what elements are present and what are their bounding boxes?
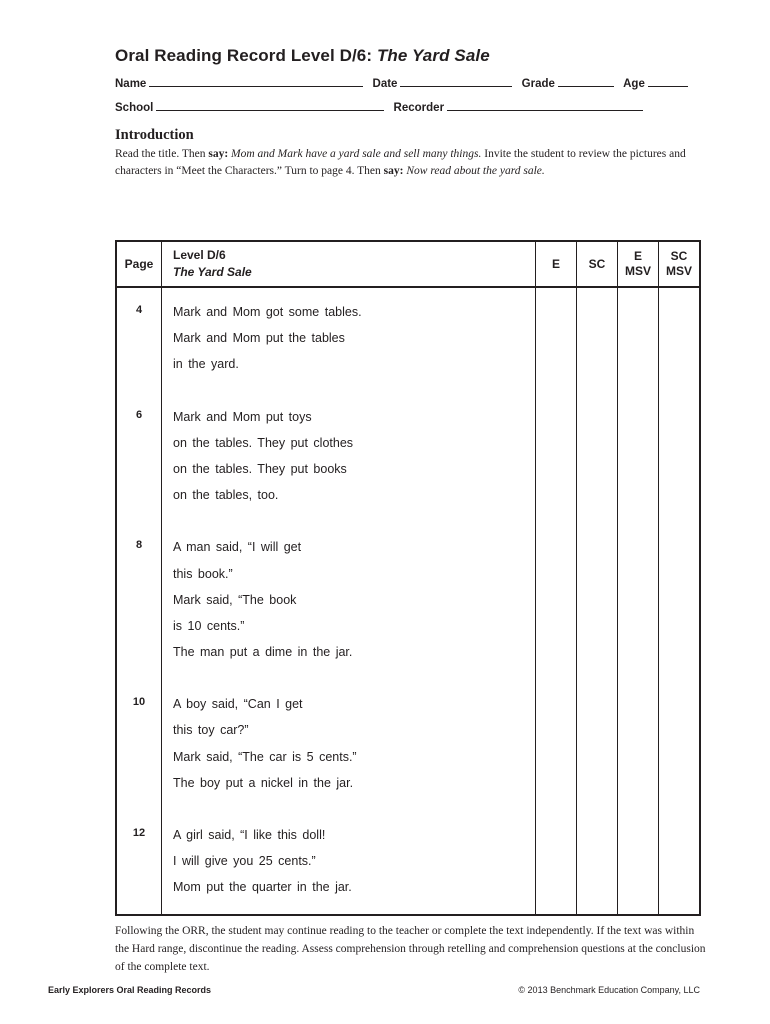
- e-msv-cell[interactable]: [618, 287, 659, 407]
- table-row: [116, 694, 700, 825]
- school-label: School: [115, 102, 154, 114]
- passage-line: in the yard.: [173, 357, 239, 372]
- following-instructions: Following the ORR, the student may continue reading to the teacher or complete the text independently. If the text was within the Hard range, discontinue the reading. Assess comprehension through retelling and comprehension questions at the conclusion of the complete text.: [115, 925, 706, 973]
- passage-line: A girl said, “I like this doll!: [173, 828, 326, 842]
- e-msv-bottom: MSV: [624, 264, 651, 278]
- school-field[interactable]: [156, 100, 384, 111]
- intro-quote-1: Mom and Mark have a yard sale and sell many things.: [228, 148, 482, 160]
- sc-msv-cell[interactable]: [659, 825, 701, 915]
- errors-cell[interactable]: [536, 825, 577, 915]
- sc-msv-cell[interactable]: [659, 287, 701, 407]
- passage-line: is 10 cents.”: [173, 618, 245, 633]
- sc-msv-column-header: [659, 241, 701, 287]
- page-title: [115, 46, 490, 66]
- page-number-cell: 10: [116, 694, 162, 825]
- introduction-heading: Introduction: [115, 127, 194, 143]
- level-label: Level D/6: [173, 248, 226, 262]
- sc-msv-cell[interactable]: [659, 694, 701, 825]
- self-corrections-cell[interactable]: [577, 287, 618, 407]
- grade-field[interactable]: [558, 76, 614, 87]
- e-msv-top: E: [633, 249, 642, 263]
- text-column-header: [162, 241, 536, 287]
- title-prefix: Oral Reading Record Level D/6:: [115, 46, 377, 65]
- table-row: [116, 537, 700, 694]
- page-number-cell: 6: [116, 407, 162, 538]
- intro-say-2: say:: [383, 165, 404, 177]
- e-msv-cell[interactable]: [618, 825, 659, 915]
- sc-msv-bottom: MSV: [665, 264, 692, 278]
- page-number-cell: 12: [116, 825, 162, 915]
- intro-say-1: say:: [208, 148, 229, 160]
- intro-part-2: Invite the student to review the pictures and characters in “Meet the Characters.” Turn to page 4. Then: [115, 148, 686, 177]
- passage-line: The man put a dime in the jar.: [173, 645, 353, 660]
- errors-cell[interactable]: [536, 694, 577, 825]
- passage-text-cell: [162, 407, 536, 538]
- age-label: Age: [623, 78, 645, 90]
- e-msv-cell[interactable]: [618, 407, 659, 538]
- sc-msv-cell[interactable]: [659, 537, 701, 694]
- intro-part-1: Read the title. Then: [115, 148, 209, 160]
- passage-line: A boy said, “Can I get: [173, 697, 303, 712]
- errors-cell[interactable]: [536, 287, 577, 407]
- recorder-field[interactable]: [447, 100, 643, 111]
- self-corrections-cell[interactable]: [577, 825, 618, 915]
- e-msv-cell[interactable]: [618, 694, 659, 825]
- table-header-row: [116, 241, 700, 287]
- passage-line: on the tables, too.: [173, 488, 279, 503]
- e-msv-cell[interactable]: [618, 537, 659, 694]
- table-body: [116, 287, 700, 915]
- passage-text-cell: [162, 694, 536, 825]
- passage-text-cell: [162, 537, 536, 694]
- self-corrections-column-header: SC: [577, 241, 618, 287]
- date-label: Date: [372, 78, 398, 90]
- recorder-label: Recorder: [393, 102, 445, 114]
- page-column-header: Page: [116, 241, 162, 287]
- table-row: [116, 825, 700, 915]
- table-row: [116, 287, 700, 407]
- passage-line: Mark and Mom put the tables: [173, 331, 345, 346]
- name-label: Name: [115, 78, 147, 90]
- passage-line: Mark said, “The car is 5 cents.”: [173, 749, 357, 764]
- passage-text-cell: [162, 287, 536, 407]
- self-corrections-cell[interactable]: [577, 407, 618, 538]
- student-info-row: [115, 76, 694, 90]
- errors-cell[interactable]: [536, 537, 577, 694]
- passage-line: this book.”: [173, 566, 233, 581]
- footer-series-name: Early Explorers Oral Reading Records: [48, 985, 212, 995]
- passage-line: Mark and Mom put toys: [173, 409, 312, 424]
- self-corrections-cell[interactable]: [577, 537, 618, 694]
- passage-line: on the tables. They put clothes: [173, 435, 354, 450]
- page-number-cell: 4: [116, 287, 162, 407]
- date-field[interactable]: [400, 76, 512, 87]
- passage-text-cell: [162, 825, 536, 915]
- self-corrections-cell[interactable]: [577, 694, 618, 825]
- intro-quote-2: Now read about the yard sale.: [403, 165, 545, 177]
- grade-label: Grade: [521, 78, 555, 90]
- introduction-text: [115, 146, 705, 180]
- passage-line: Mark and Mom got some tables.: [173, 305, 362, 319]
- name-field[interactable]: [149, 76, 363, 87]
- age-field[interactable]: [648, 76, 688, 87]
- page-number-cell: 8: [116, 537, 162, 694]
- table-row: [116, 407, 700, 538]
- errors-column-header: E: [536, 241, 577, 287]
- footer-copyright: © 2013 Benchmark Education Company, LLC: [518, 985, 700, 995]
- passage-line: Mark said, “The book: [173, 592, 297, 607]
- passage-line: this toy car?”: [173, 723, 249, 738]
- book-title-label: The Yard Sale: [173, 265, 252, 279]
- sc-msv-cell[interactable]: [659, 407, 701, 538]
- e-msv-column-header: [618, 241, 659, 287]
- school-info-row: [115, 100, 649, 114]
- oral-reading-record-table: [115, 240, 701, 916]
- passage-line: A man said, “I will get: [173, 540, 302, 555]
- passage-line: The boy put a nickel in the jar.: [173, 775, 354, 790]
- title-book-name: The Yard Sale: [376, 46, 490, 65]
- passage-line: I will give you 25 cents.”: [173, 854, 316, 869]
- sc-msv-top: SC: [670, 249, 688, 263]
- errors-cell[interactable]: [536, 407, 577, 538]
- passage-line: Mom put the quarter in the jar.: [173, 880, 352, 895]
- passage-line: on the tables. They put books: [173, 461, 347, 476]
